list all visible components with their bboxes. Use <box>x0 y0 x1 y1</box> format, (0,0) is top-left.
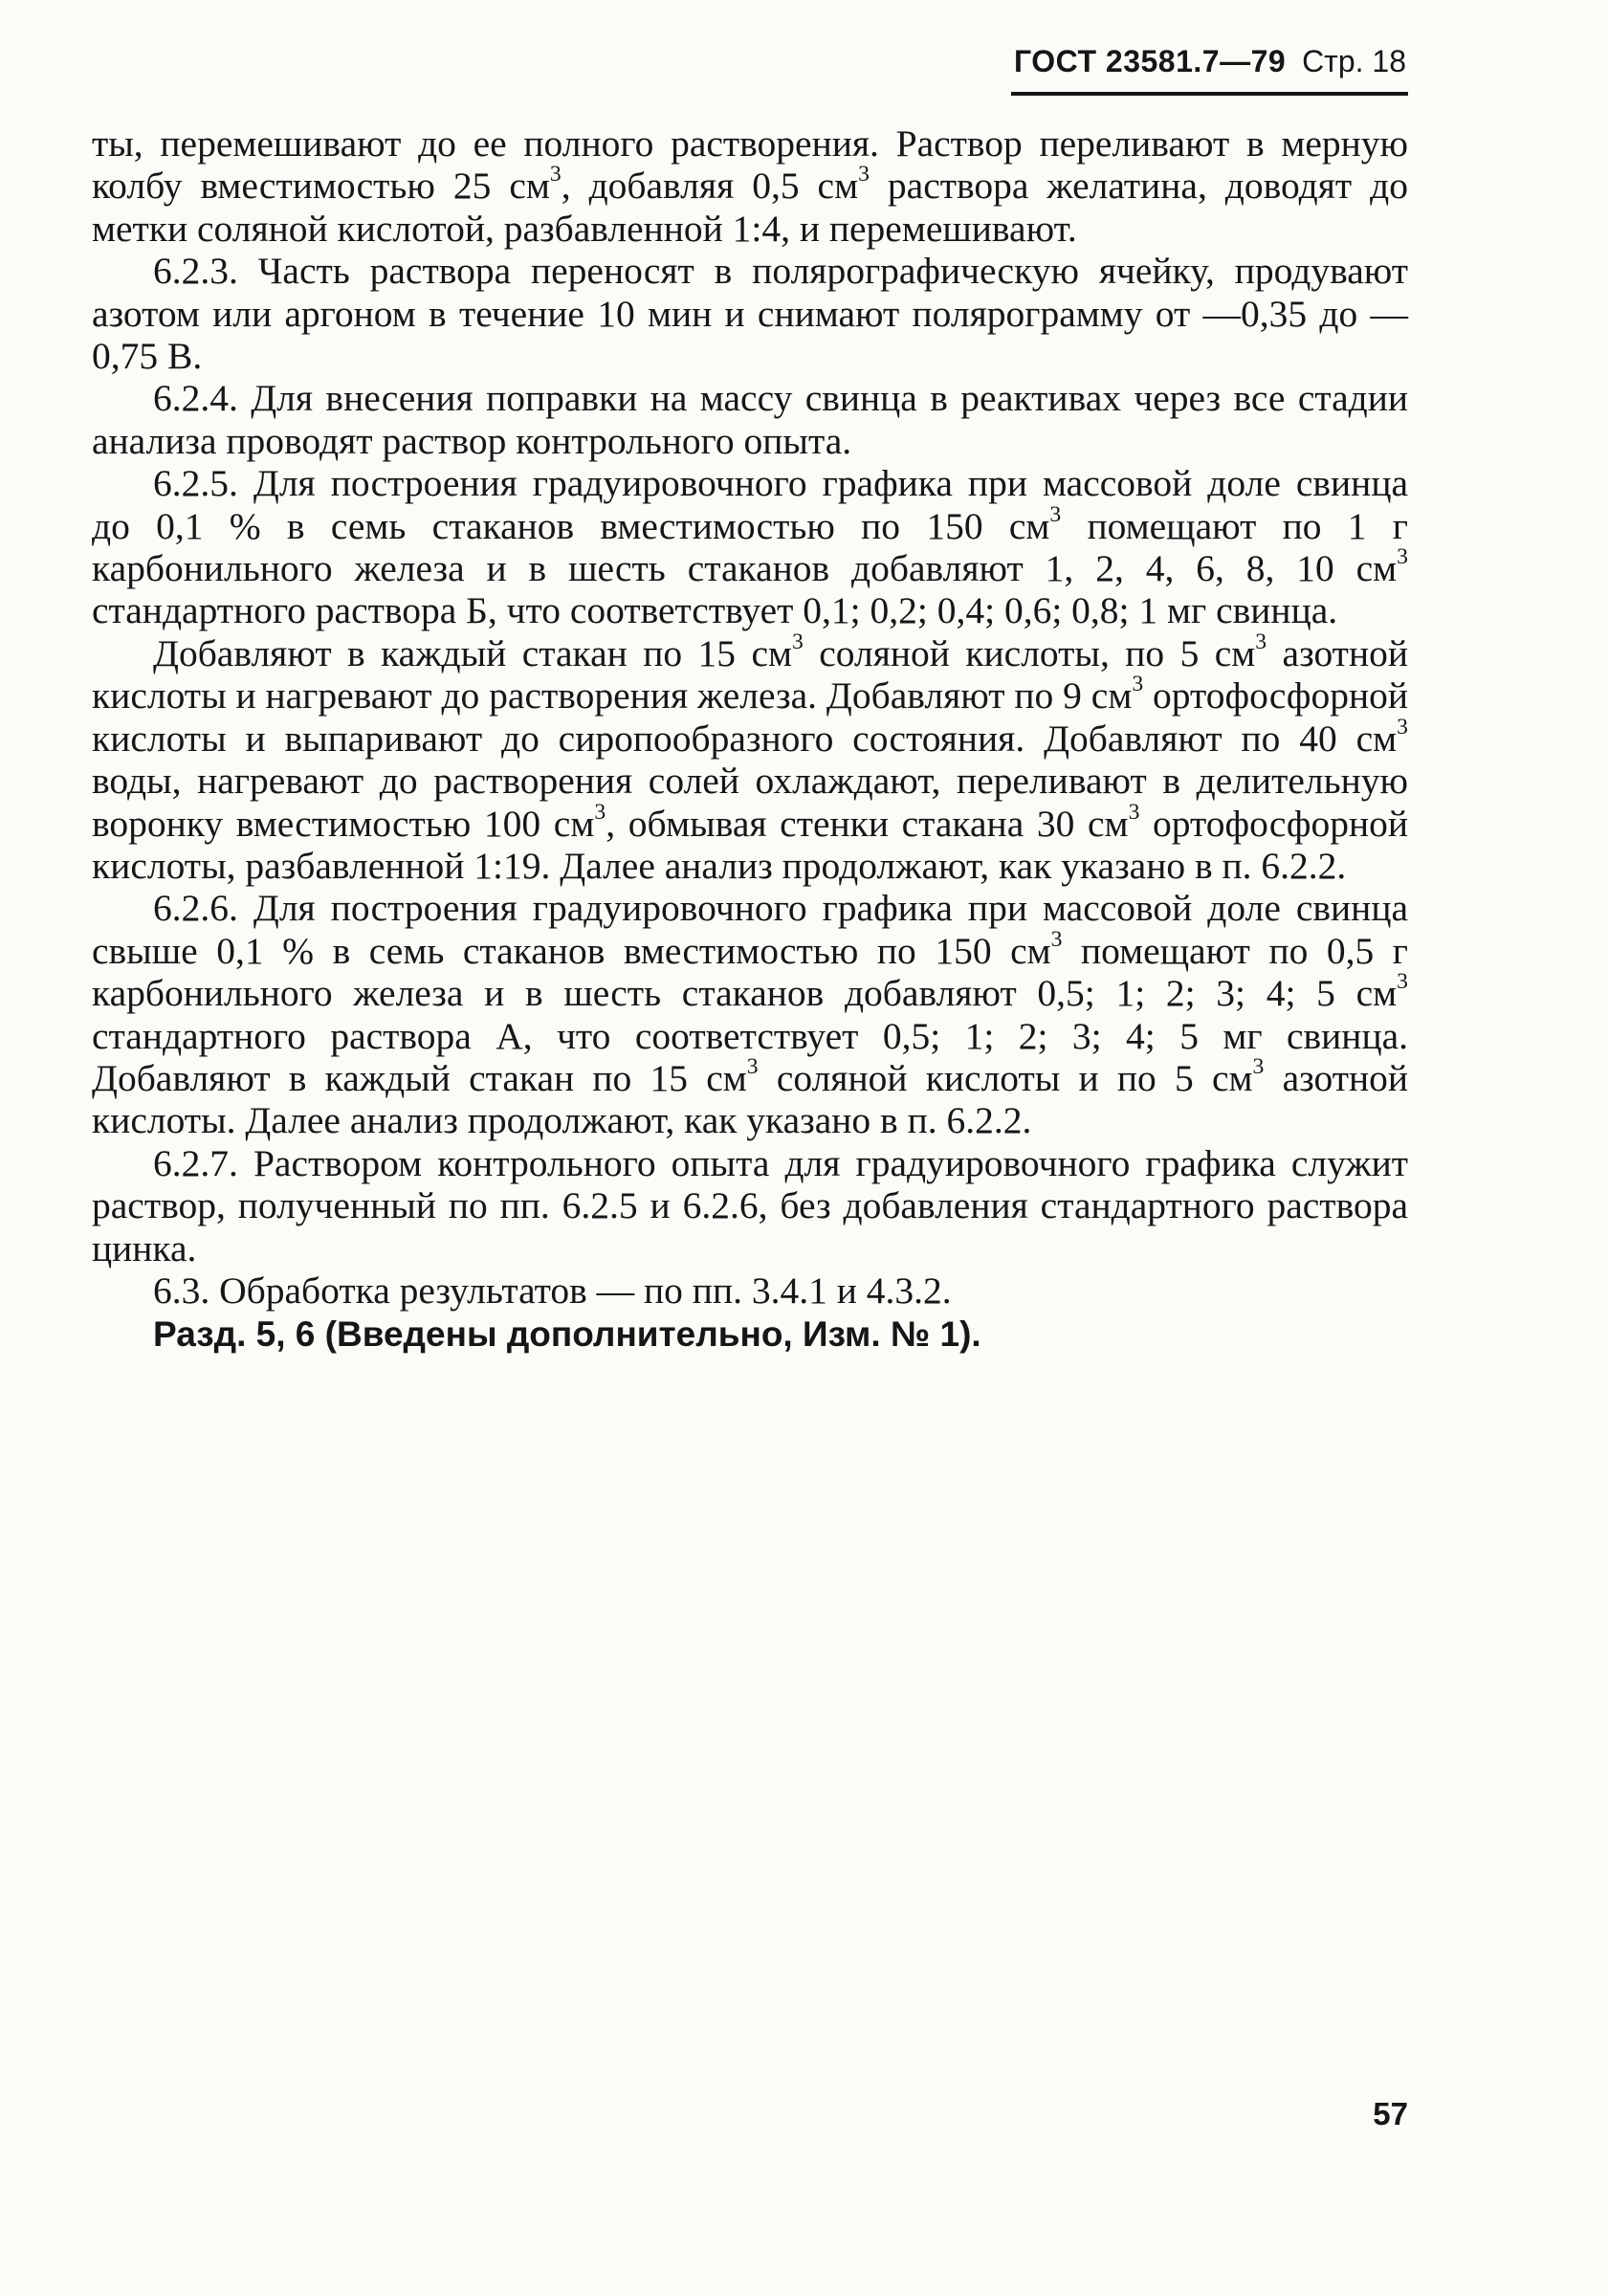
page-number: 57 <box>1373 2096 1408 2131</box>
paragraph-6-2-7: 6.2.7. Раствором контрольного опыта для градуировочного графика служит раствор, полученный по пп. 6.2.5 и 6.2.6, без добавления стандартного раствора цинка. <box>92 1141 1408 1269</box>
paragraph-6-2-5: 6.2.5. Для построения градуировочного графика при массовой доле свинца до 0,1 % в семь стаканов вместимостью по 150 $см^3$ помещают по 1 г карбонильного железа и в шесть стаканов добавляют 1, 2, 4, 6, 8, 10 $см^3$ стандартного раствора Б, что соответствует 0,1; 0,2; 0,4; 0,6; 0,8; 1 мг свинца. <box>92 462 1408 632</box>
header-rule <box>1011 92 1408 96</box>
paragraph-6-2-6: 6.2.6. Для построения градуировочного графика при массовой доле свинца свыше 0,1 % в семь стаканов вместимостью по 150 $см^3$ помещают по 0,5 г карбонильного железа и в шесть стаканов добавляют 0,5; 1; 2; 3; 4; 5 $см^3$ стандартного раствора А, что соответствует 0,5; 1; 2; 3; 4; 5 мг свинца. Добавляют в каждый стакан по 15 $см^3$ соляной кислоты и по 5 $см^3$ азотной кислоты. Далее анализ продолжают, как указано в п. 6.2.2. <box>92 887 1409 1142</box>
paragraph-6-3: 6.3. Обработка результатов — по пп. 3.4.1 и 4.3.2. <box>153 1269 952 1312</box>
page-body <box>92 122 1408 1357</box>
paragraph-6-2-3: 6.2.3. Часть раствора переносят в полярографическую ячейку, продувают азотом или аргоном в течение 10 мин и снимают полярограмму от —0,35 до —0,75 В. <box>92 250 1408 378</box>
header-page-label: Стр. 18 <box>1302 44 1406 78</box>
amendment-note: Разд. 5, 6 (Введены дополнительно, Изм. № 1). <box>153 1314 981 1355</box>
running-header <box>1004 42 1406 98</box>
paragraph-continuation: ты, перемешивают до ее полного растворения. Раствор переливают в мерную колбу вместимостью 25 $см^3$, добавляя 0,5 $см^3$ раствора желатина, доводят до метки соляной кислотой, разбавленной 1:4, и перемешивают. <box>92 122 1408 250</box>
paragraph-6-2-4: 6.2.4. Для внесения поправки на массу свинца в реактивах через все стадии анализа проводят раствор контрольного опыта. <box>92 377 1408 462</box>
paragraph-6-2-5-procedure: Добавляют в каждый стакан по 15 $см^3$ соляной кислоты, по 5 $см^3$ азотной кислоты и нагревают до растворения железа. Добавляют по 9 $см^3$ ортофосфорной кислоты и выпаривают до сиропообразного состояния. Добавляют по 40 $см^3$ воды, нагревают до растворения солей охлаждают, переливают в делительную воронку вместимостью 100 $см^3$, обмывая стенки стакана 30 $см^3$ ортофосфорной кислоты, разбавленной 1:19. Далее анализ продолжают, как указано в п. 6.2.2. <box>92 629 1408 887</box>
standard-number: ГОСТ 23581.7—79 <box>1014 44 1287 78</box>
